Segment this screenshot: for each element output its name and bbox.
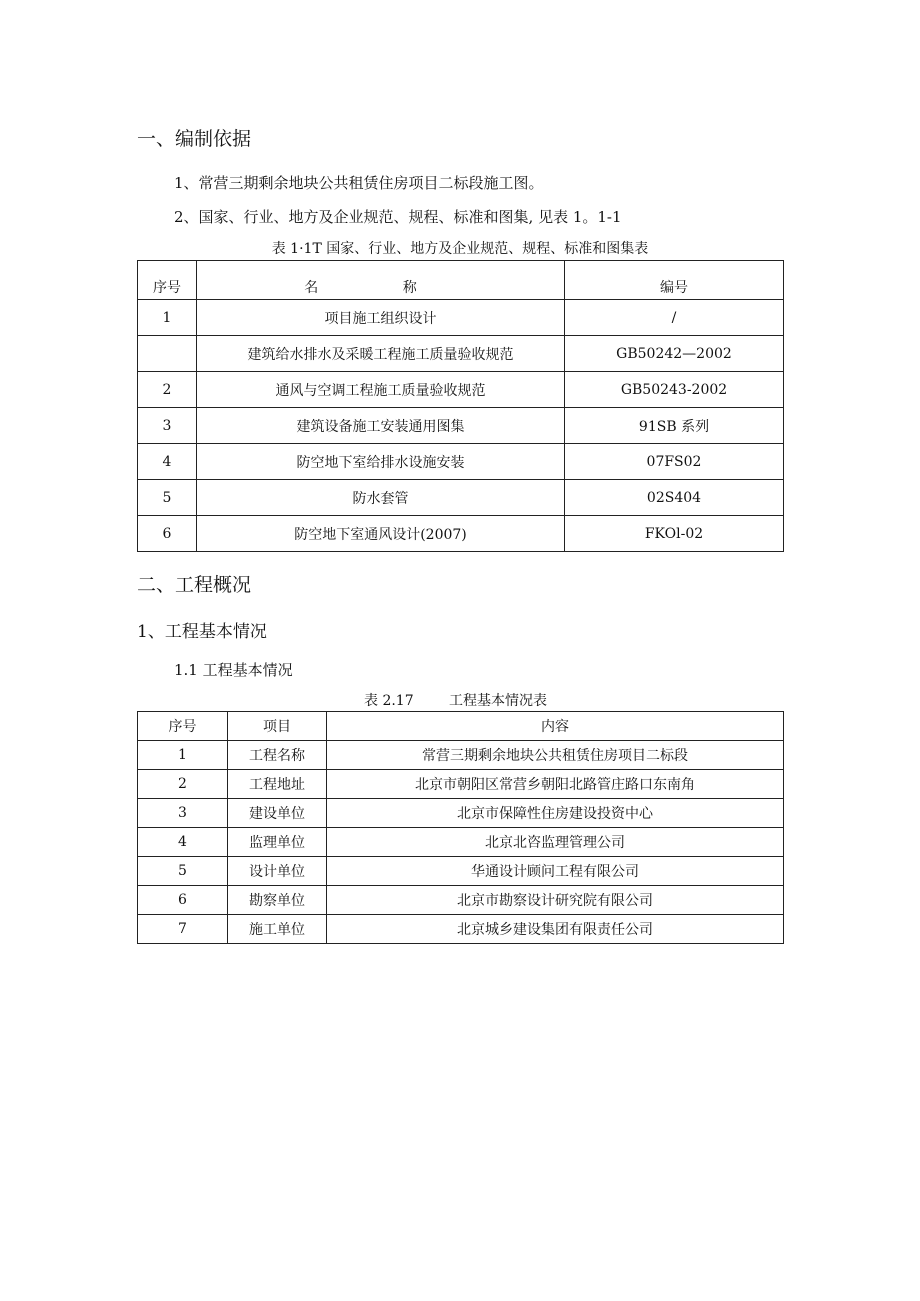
table-cell: 勘察单位 xyxy=(228,886,327,915)
table-row xyxy=(138,915,784,944)
header-cell: 项目 xyxy=(228,712,327,741)
table-cell: 北京市勘察设计研究院有限公司 xyxy=(327,886,784,915)
table-cell: GB50243-2002 xyxy=(565,372,784,408)
table-cell: 4 xyxy=(138,444,197,480)
table-cell: 监理单位 xyxy=(228,828,327,857)
table-cell: 工程名称 xyxy=(228,741,327,770)
section-heading-basis: 一、编制依据 xyxy=(137,128,252,150)
table-header-row xyxy=(138,261,784,300)
table-cell: 1 xyxy=(138,300,197,336)
table-cell: 2 xyxy=(138,372,197,408)
header-cell: 内容 xyxy=(327,712,784,741)
project-info-table xyxy=(137,711,784,944)
table-cell: 3 xyxy=(138,408,197,444)
table-cell: 2 xyxy=(138,770,228,799)
table-row xyxy=(138,828,784,857)
table-cell: 北京市朝阳区常营乡朝阳北路管庄路口东南角 xyxy=(327,770,784,799)
table-row xyxy=(138,300,784,336)
table-cell: 华通设计顾问工程有限公司 xyxy=(327,857,784,886)
table-cell: 常营三期剩余地块公共租赁住房项目二标段 xyxy=(327,741,784,770)
table-cell: 建筑给水排水及采暖工程施工质量验收规范 xyxy=(197,336,565,372)
header-cell: 序号 xyxy=(138,712,228,741)
table-cell: 项目施工组织设计 xyxy=(197,300,565,336)
table-cell: 1 xyxy=(138,741,228,770)
table-cell: 北京北咨监理管理公司 xyxy=(327,828,784,857)
table-row xyxy=(138,886,784,915)
table-row xyxy=(138,444,784,480)
table-row xyxy=(138,770,784,799)
table-row xyxy=(138,799,784,828)
basis-item-1: 1、常营三期剩余地块公共租赁住房项目二标段施工图。 xyxy=(174,174,544,192)
basis-item-2: 2、国家、行业、地方及企业规范、规程、标准和图集, 见表 1。1-1 xyxy=(174,208,622,226)
table-cell: 北京城乡建设集团有限责任公司 xyxy=(327,915,784,944)
table-cell: 防空地下室通风设计(2007) xyxy=(197,516,565,552)
table-cell: 07FS02 xyxy=(565,444,784,480)
table-cell: / xyxy=(565,300,784,336)
table-cell: 02S404 xyxy=(565,480,784,516)
table-row xyxy=(138,857,784,886)
table2-caption-title: 工程基本情况表 xyxy=(449,693,547,709)
table-cell: 5 xyxy=(138,857,228,886)
table-header-row xyxy=(138,712,784,741)
table1-caption: 表 1·1T 国家、行业、地方及企业规范、规程、标准和图集表 xyxy=(271,241,649,257)
table2-caption-number: 表 2.17 xyxy=(364,693,414,709)
table-row xyxy=(138,516,784,552)
subheading-basic-info: 1、工程基本情况 xyxy=(137,622,267,642)
table-cell: FKOl-02 xyxy=(565,516,784,552)
header-cell: 编号 xyxy=(565,261,784,300)
header-cell: 名 称 xyxy=(197,261,565,300)
table-row xyxy=(138,336,784,372)
table-row xyxy=(138,741,784,770)
table-cell: 6 xyxy=(138,516,197,552)
table-cell: 91SB 系列 xyxy=(565,408,784,444)
table-cell: 7 xyxy=(138,915,228,944)
table-cell: 4 xyxy=(138,828,228,857)
table-cell: 设计单位 xyxy=(228,857,327,886)
table-cell: 北京市保障性住房建设投资中心 xyxy=(327,799,784,828)
table-cell: 防水套管 xyxy=(197,480,565,516)
header-cell: 序号 xyxy=(138,261,197,300)
table-cell: 6 xyxy=(138,886,228,915)
table-cell: 3 xyxy=(138,799,228,828)
section-heading-overview: 二、工程概况 xyxy=(137,574,252,596)
table-cell: 通风与空调工程施工质量验收规范 xyxy=(197,372,565,408)
table-cell: 工程地址 xyxy=(228,770,327,799)
subsubheading-basic-info: 1.1 工程基本情况 xyxy=(174,661,293,679)
standards-table xyxy=(137,260,784,552)
table-cell: 建设单位 xyxy=(228,799,327,828)
table-cell: GB50242—2002 xyxy=(565,336,784,372)
table-row xyxy=(138,408,784,444)
table-cell: 建筑设备施工安装通用图集 xyxy=(197,408,565,444)
table-cell xyxy=(138,336,197,372)
table-cell: 施工单位 xyxy=(228,915,327,944)
table-row xyxy=(138,480,784,516)
table-cell: 5 xyxy=(138,480,197,516)
table-cell: 防空地下室给排水设施安装 xyxy=(197,444,565,480)
table-row xyxy=(138,372,784,408)
